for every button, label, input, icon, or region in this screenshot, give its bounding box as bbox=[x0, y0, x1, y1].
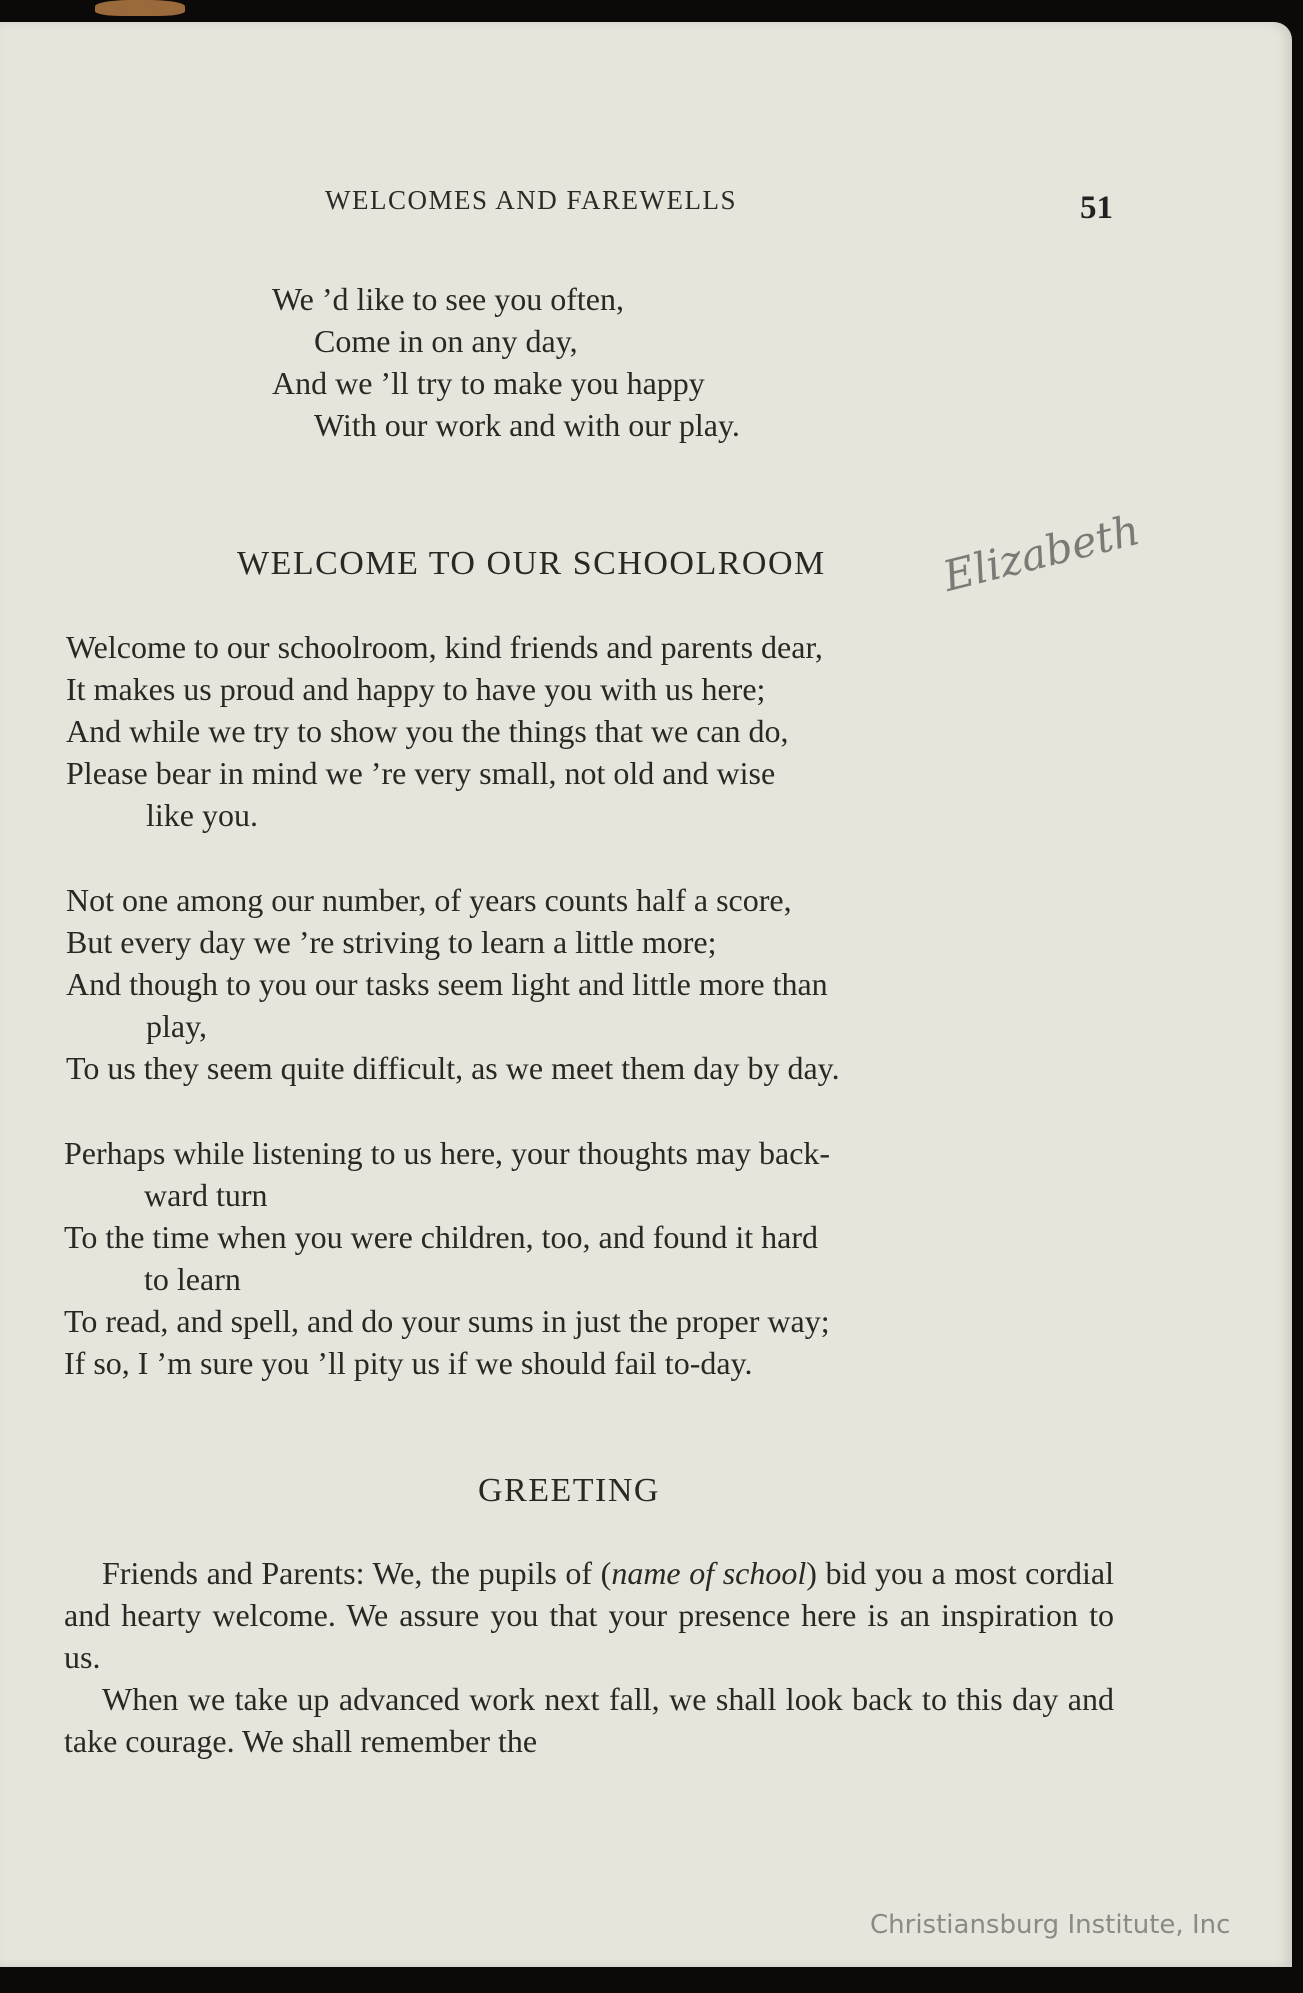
book-page bbox=[0, 22, 1292, 1967]
verse-line: And though to you our tasks seem light and little more than bbox=[66, 966, 828, 1002]
verse-line: With our work and with our play. bbox=[314, 407, 740, 443]
verse-line: To the time when you were children, too, and found it hard bbox=[64, 1219, 818, 1255]
verse-line: And while we try to show you the things that we can do, bbox=[66, 713, 789, 749]
verse-line: To us they seem quite difficult, as we meet them day by day. bbox=[66, 1050, 840, 1086]
handwritten-signature: Elizabeth bbox=[938, 504, 1145, 601]
verse-line: To read, and spell, and do your sums in just the proper way; bbox=[64, 1303, 830, 1339]
page-number: 51 bbox=[1080, 190, 1113, 226]
verse-line: Come in on any day, bbox=[314, 323, 578, 359]
verse-line: to learn bbox=[144, 1261, 241, 1297]
poem-stanza-2 bbox=[66, 879, 840, 1089]
welcome-title: WELCOME TO OUR SCHOOLROOM bbox=[237, 545, 826, 582]
greeting-title: GREETING bbox=[478, 1472, 660, 1509]
poem-stanza-1 bbox=[66, 626, 823, 836]
binding-thread bbox=[95, 0, 185, 16]
verse-line: like you. bbox=[146, 797, 258, 833]
verse-line: Perhaps while listening to us here, your thoughts may back- bbox=[64, 1135, 831, 1171]
watermark: Christiansburg Institute, Inc bbox=[870, 1910, 1231, 1940]
intro-verse bbox=[272, 278, 740, 446]
verse-line: We ’d like to see you often, bbox=[272, 281, 624, 317]
poem-stanza-3 bbox=[64, 1132, 830, 1384]
greeting-para1-end: ) bid you a most cordial and hearty welcome. We assure you that your presence here is an inspiration to us. bbox=[64, 1555, 1115, 1675]
greeting-para1-start: Friends and Parents: We, the pupils of ( bbox=[102, 1555, 612, 1591]
verse-line: ward turn bbox=[144, 1177, 268, 1213]
verse-line: Welcome to our schoolroom, kind friends and parents dear, bbox=[66, 629, 823, 665]
greeting-paragraph-2: When we take up advanced work next fall, we shall look back to this day and take courage. We shall remember the bbox=[64, 1681, 1114, 1759]
verse-line: play, bbox=[146, 1008, 208, 1044]
school-name-placeholder: name of school bbox=[611, 1555, 807, 1591]
verse-line: But every day we ’re striving to learn a little more; bbox=[66, 924, 717, 960]
greeting-paragraph-1 bbox=[64, 1552, 1114, 1678]
greeting-text bbox=[64, 1552, 1114, 1762]
verse-line: And we ’ll try to make you happy bbox=[272, 365, 705, 401]
verse-line: It makes us proud and happy to have you with us here; bbox=[66, 671, 766, 707]
running-head: WELCOMES AND FAREWELLS bbox=[325, 185, 737, 215]
verse-line: If so, I ’m sure you ’ll pity us if we should fail to-day. bbox=[64, 1345, 753, 1381]
verse-line: Not one among our number, of years counts half a score, bbox=[66, 882, 792, 918]
verse-line: Please bear in mind we ’re very small, not old and wise bbox=[66, 755, 776, 791]
